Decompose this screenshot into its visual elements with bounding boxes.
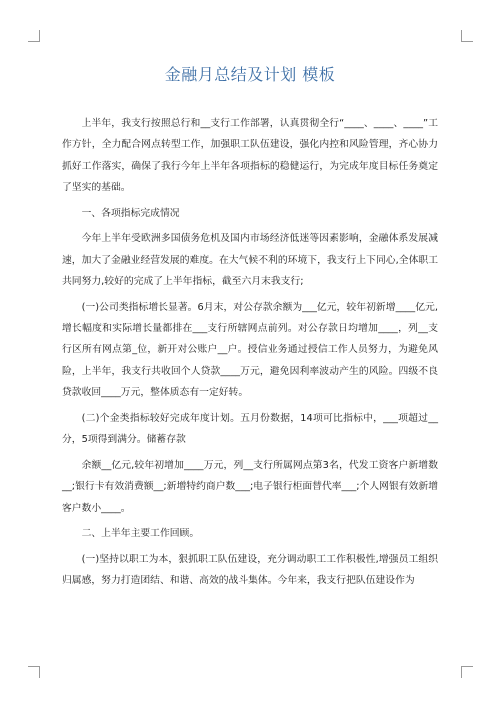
paragraph-personal-indicators: (二)个金类指标较好完成年度计划。五月份数据，14项可比指标中，___项超过__分，5项得到满分。储蓄存款	[62, 412, 438, 446]
crop-mark-top-right	[461, 30, 473, 42]
document-title: 金融月总结及计划 模板	[164, 65, 336, 84]
document-body	[62, 113, 438, 596]
paragraph-team-building: (一)坚持以职工为本，狠抓职工队伍建设，充分调动职工工作积极性,增强员工组织归属感，努力打造团结、和谐、高效的战斗集体。今年来，我支行把队伍建设作为	[62, 554, 438, 587]
paragraph-corporate-indicators: (一)公司类指标增长显著。6月末，对公存款余额为___亿元，较年初新增____亿元,增长幅度和实际增长量都排在___支行所辖网点前列。对公存款日均增加____，列__支行区所有网点第_位，新开对公账户__户。授信业务通过授信工作人员努力，为避免风险，上半年，我支行共收回个人贷款____万元，避免因利率波动产生的风险。四级不良贷款收回____万元，整体质态有一定好转。	[62, 301, 438, 399]
paragraph-savings-balance: 余额__亿元,较年初增加____万元，列__支行所属网点第3名，代发工资客户新增数__;银行卡有效消费额__;新增特约商户数___;电子银行柜面替代率___;个人网银有效新增客户数小____。	[62, 459, 438, 514]
section-heading-1: 一、各项指标完成情况	[81, 207, 180, 219]
crop-mark-bottom-left	[28, 666, 40, 678]
section-heading-2: 二、上半年主要工作回顾。	[81, 528, 200, 540]
paragraph-intro: 上半年，我支行按照总行和__支行工作部署，认真贯彻全行“____、____、____”工作方针，全力配合网点转型工作，加强职工队伍建设，强化内控和风险管理，齐心协力抓好工作落实，确保了我行今年上半年各项指标的稳健运行，为完成年度目标任务奠定了坚实的基础。	[62, 118, 438, 193]
crop-mark-bottom-right	[461, 666, 473, 678]
crop-mark-top-left	[28, 30, 40, 42]
paragraph-overview: 今年上半年受欧洲多国债务危机及国内市场经济低迷等因素影响，金融体系发展减速，加大了金融业经营发展的难度。在大气候不利的环境下，我支行上下同心,全体职工共同努力,较好的完成了上半年指标，截至六月末我支行;	[62, 233, 438, 288]
